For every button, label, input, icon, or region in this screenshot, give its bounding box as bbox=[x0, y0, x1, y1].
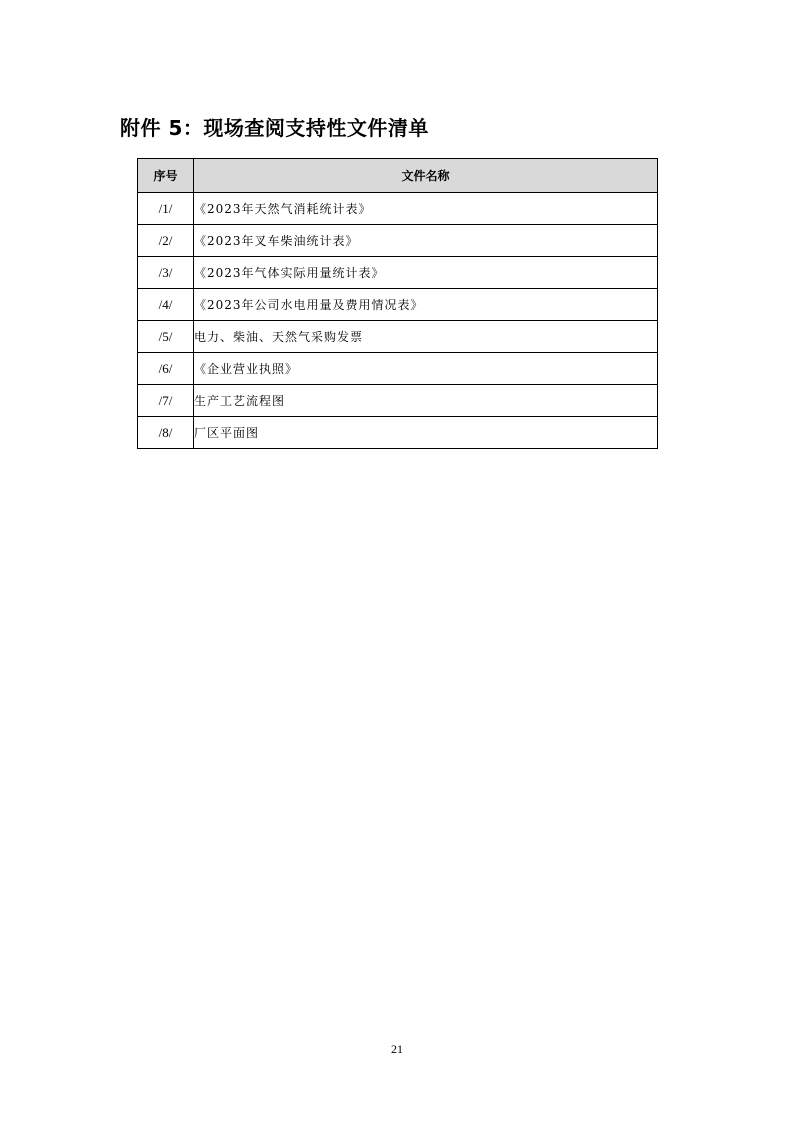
row-number: /1/ bbox=[138, 193, 194, 225]
row-number: /8/ bbox=[138, 417, 194, 449]
row-file-name: 《2023年气体实际用量统计表》 bbox=[194, 257, 658, 289]
table-row bbox=[138, 193, 658, 225]
column-header-name: 文件名称 bbox=[194, 159, 658, 193]
row-number: /5/ bbox=[138, 321, 194, 353]
row-file-name: 《2023年天然气消耗统计表》 bbox=[194, 193, 658, 225]
row-number: /6/ bbox=[138, 353, 194, 385]
table-row bbox=[138, 321, 658, 353]
table-header-row bbox=[138, 159, 658, 193]
row-number: /2/ bbox=[138, 225, 194, 257]
row-file-name: 《2023年叉车柴油统计表》 bbox=[194, 225, 658, 257]
row-file-name: 电力、柴油、天然气采购发票 bbox=[194, 321, 658, 353]
table-row bbox=[138, 385, 658, 417]
table-row bbox=[138, 225, 658, 257]
row-number: /3/ bbox=[138, 257, 194, 289]
table-row bbox=[138, 289, 658, 321]
column-header-number: 序号 bbox=[138, 159, 194, 193]
row-number: /7/ bbox=[138, 385, 194, 417]
page-number: 21 bbox=[391, 1042, 403, 1056]
table-row bbox=[138, 257, 658, 289]
document-list-table bbox=[137, 158, 658, 449]
row-file-name: 《2023年公司水电用量及费用情况表》 bbox=[194, 289, 658, 321]
row-file-name: 《企业营业执照》 bbox=[194, 353, 658, 385]
page-title: 附件 5：现场查阅支持性文件清单 bbox=[120, 116, 429, 140]
table-row bbox=[138, 417, 658, 449]
table-body bbox=[138, 193, 658, 449]
table-row bbox=[138, 353, 658, 385]
row-number: /4/ bbox=[138, 289, 194, 321]
table-header bbox=[138, 159, 658, 193]
row-file-name: 厂区平面图 bbox=[194, 417, 658, 449]
row-file-name: 生产工艺流程图 bbox=[194, 385, 658, 417]
